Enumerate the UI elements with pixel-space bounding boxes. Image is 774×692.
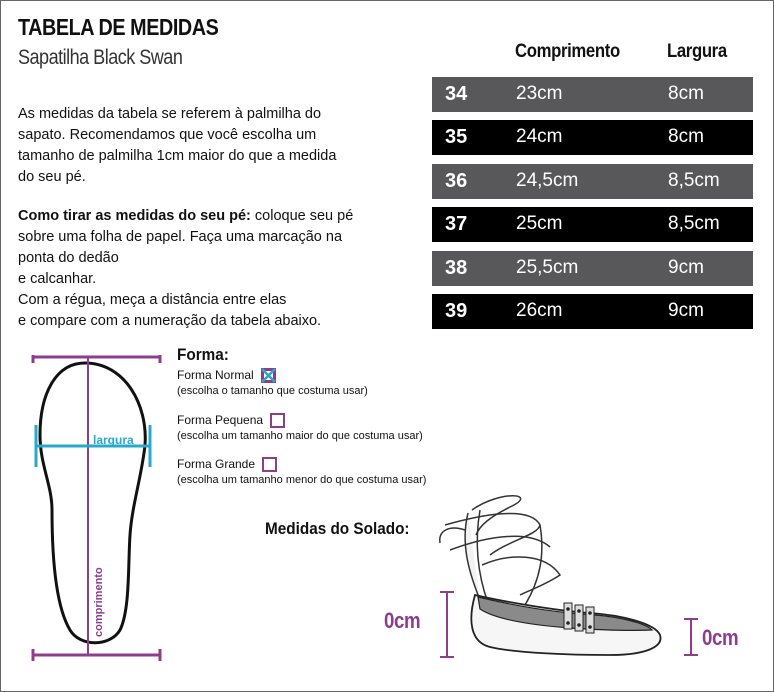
page-title: TABELA DE MEDIDAS <box>18 14 219 40</box>
size-width: 9cm <box>668 257 704 278</box>
size-row-37 <box>432 207 753 242</box>
size-row-35 <box>432 120 753 155</box>
solado-left-value: 0cm <box>384 608 421 633</box>
width-label: largura <box>93 433 134 447</box>
length-label: comprimento <box>93 567 105 637</box>
forma-title: Forma: <box>177 345 229 364</box>
howto-line2: e calcanhar. <box>18 271 97 287</box>
checkbox-icon[interactable] <box>270 413 285 428</box>
forma-option-pequena <box>177 413 423 444</box>
size-length: 25cm <box>516 213 563 234</box>
size-length: 24,5cm <box>516 170 579 191</box>
size-number: 36 <box>445 170 468 192</box>
size-length: 24cm <box>516 126 563 147</box>
checked-box-icon[interactable] <box>261 368 276 383</box>
size-length: 23cm <box>516 83 563 104</box>
page-subtitle: Sapatilha Black Swan <box>18 46 183 69</box>
size-number: 39 <box>445 300 468 322</box>
howto-heading: Como tirar as medidas do seu pé: <box>18 208 251 224</box>
forma-option-normal <box>177 368 368 399</box>
size-number: 38 <box>445 257 468 279</box>
forma-option-desc: (escolha um tamanho maior do que costuma usar) <box>177 430 423 442</box>
forma-option-label: Forma Normal <box>177 368 254 382</box>
size-row-36 <box>432 164 753 199</box>
size-length: 26cm <box>516 300 563 321</box>
size-row-39 <box>432 294 753 329</box>
size-width: 8,5cm <box>668 170 720 191</box>
size-width: 9cm <box>668 300 704 321</box>
solado-right-value: 0cm <box>702 625 739 650</box>
size-number: 35 <box>445 126 468 148</box>
header-width: Largura <box>667 41 727 62</box>
size-row-34 <box>432 77 753 112</box>
howto-line1: coloque seu pé sobre uma folha de papel. Faça uma marcação na ponta do dedão <box>18 208 354 266</box>
shoe-illustration <box>420 485 710 665</box>
forma-option-desc: (escolha um tamanho menor do que costuma usar) <box>177 474 427 486</box>
howto-line4: e compare com a numeração da tabela abaixo. <box>18 313 322 329</box>
forma-option-grande <box>177 457 426 488</box>
intro-text: As medidas da tabela se referem à palmilha do sapato. Recomendamos que você escolha um tamanho de palmilha 1cm maior do que a medida do seu pé. <box>18 106 337 185</box>
header-length: Comprimento <box>515 41 620 62</box>
size-width: 8cm <box>668 83 704 104</box>
solado-title: Medidas do Solado: <box>265 519 410 538</box>
insole-diagram <box>30 355 170 665</box>
checkbox-icon[interactable] <box>262 457 277 472</box>
size-width: 8,5cm <box>668 213 720 234</box>
size-row-38 <box>432 251 753 286</box>
howto-text <box>18 206 358 332</box>
howto-line3: Com a régua, meça a distância entre elas <box>18 292 287 308</box>
size-width: 8cm <box>668 126 704 147</box>
size-number: 34 <box>445 83 468 105</box>
forma-option-label: Forma Grande <box>177 457 256 471</box>
size-number: 37 <box>445 213 468 235</box>
forma-option-label: Forma Pequena <box>177 413 264 427</box>
size-length: 25,5cm <box>516 257 579 278</box>
forma-option-desc: (escolha o tamanho que costuma usar) <box>177 385 368 397</box>
